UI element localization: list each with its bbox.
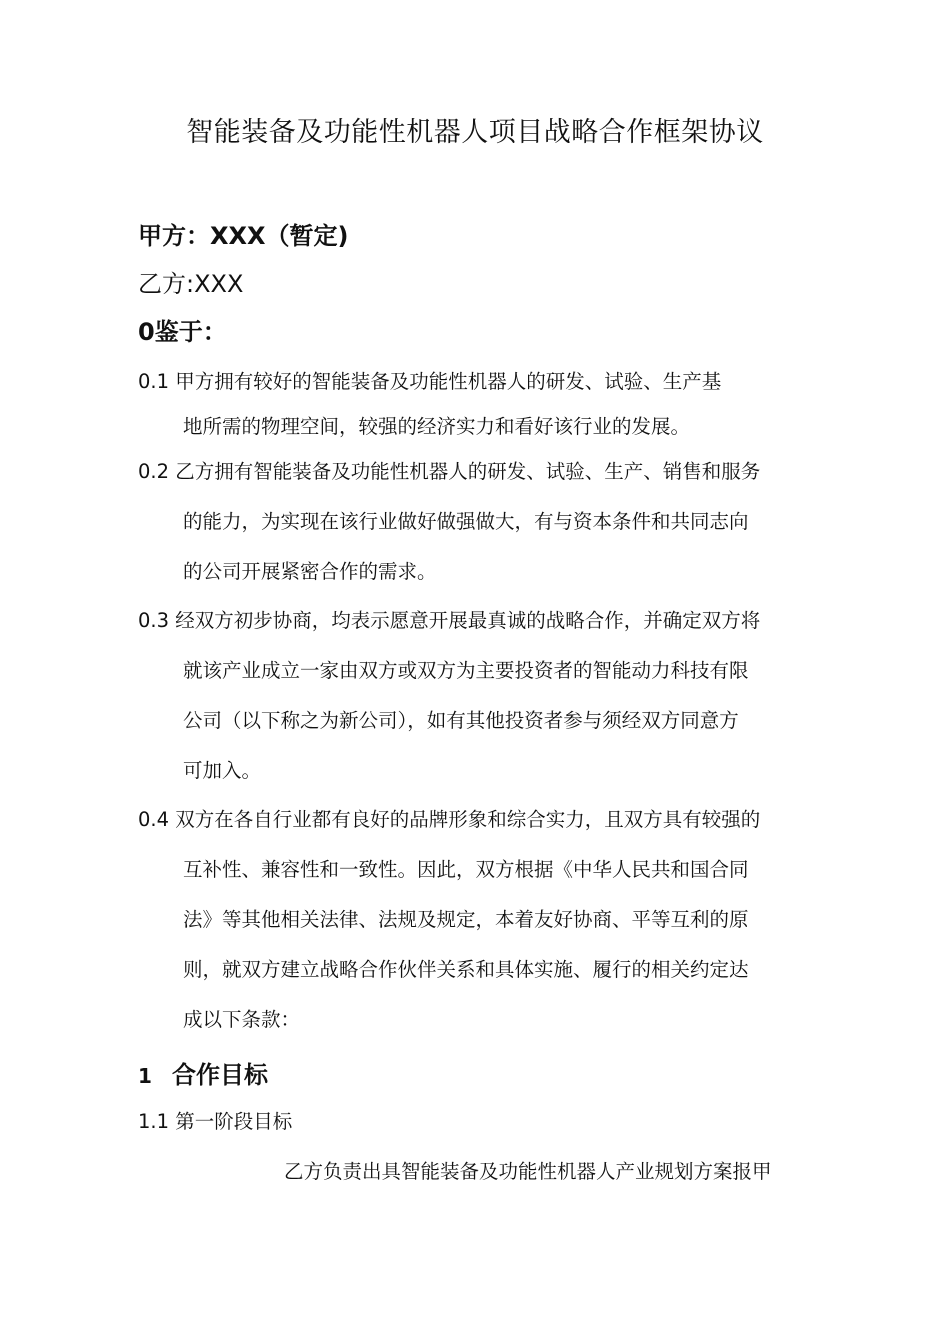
recital-0-2 — [138, 447, 760, 597]
recital-line — [138, 357, 721, 407]
subsection-number: 1.1 — [138, 1110, 170, 1133]
party-a: 甲方：XXX（暂定) — [138, 222, 349, 250]
section-title: 合作目标 — [172, 1061, 268, 1089]
recital-line: 法》等其他相关法律、法规及规定，本着友好协商、平等互利的原 — [183, 908, 749, 931]
clause-text: 双方在各自行业都有良好的品牌形象和综合实力，且双方具有较强的 — [175, 808, 761, 831]
recital-line: 可加入。 — [183, 759, 262, 782]
clause-text: 经双方初步协商，均表示愿意开展最真诚的战略合作，并确定双方将 — [175, 609, 761, 632]
document-title: 智能装备及功能性机器人项目战略合作框架协议 — [186, 117, 764, 148]
recital-line: 公司（以下称之为新公司），如有其他投资者参与须经双方同意方 — [183, 709, 739, 732]
clause-number: 0.2 — [138, 460, 170, 483]
recital-line: 的公司开展紧密合作的需求。 — [183, 560, 437, 583]
recital-line: 就该产业成立一家由双方或双方为主要投资者的智能动力科技有限 — [183, 659, 749, 682]
recital-0-4 — [138, 795, 760, 1045]
recital-line: 的能力，为实现在该行业做好做强做大，有与资本条件和共同志向 — [183, 510, 749, 533]
recitals-heading: 0鉴于： — [138, 318, 227, 346]
recital-line: 地所需的物理空间，较强的经济实力和看好该行业的发展。 — [183, 415, 691, 438]
recital-line — [138, 447, 760, 497]
section-number: 1 — [138, 1064, 152, 1088]
clause-number: 0.3 — [138, 609, 170, 632]
subsection-1-1-heading — [138, 1106, 292, 1134]
clause-number: 0.4 — [138, 808, 170, 831]
recital-0-3 — [138, 596, 760, 796]
section-1-paragraph: 乙方负责出具智能装备及功能性机器人产业规划方案报甲 — [284, 1160, 772, 1183]
recital-line: 则，就双方建立战略合作伙伴关系和具体实施、履行的相关约定达 — [183, 958, 749, 981]
clause-number: 0.1 — [138, 370, 170, 393]
recital-line — [138, 596, 760, 646]
recital-0-1 — [138, 357, 721, 447]
clause-text: 甲方拥有较好的智能装备及功能性机器人的研发、试验、生产基 — [175, 370, 722, 393]
recital-line: 互补性、兼容性和一致性。因此，双方根据《中华人民共和国合同 — [183, 858, 749, 881]
subsection-title: 第一阶段目标 — [175, 1110, 293, 1133]
section-1-heading — [138, 1055, 268, 1090]
recital-line — [138, 795, 760, 845]
party-b: 乙方:XXX — [138, 270, 244, 298]
recital-line: 成以下条款： — [183, 1008, 301, 1031]
clause-text: 乙方拥有智能装备及功能性机器人的研发、试验、生产、销售和服务 — [175, 460, 761, 483]
